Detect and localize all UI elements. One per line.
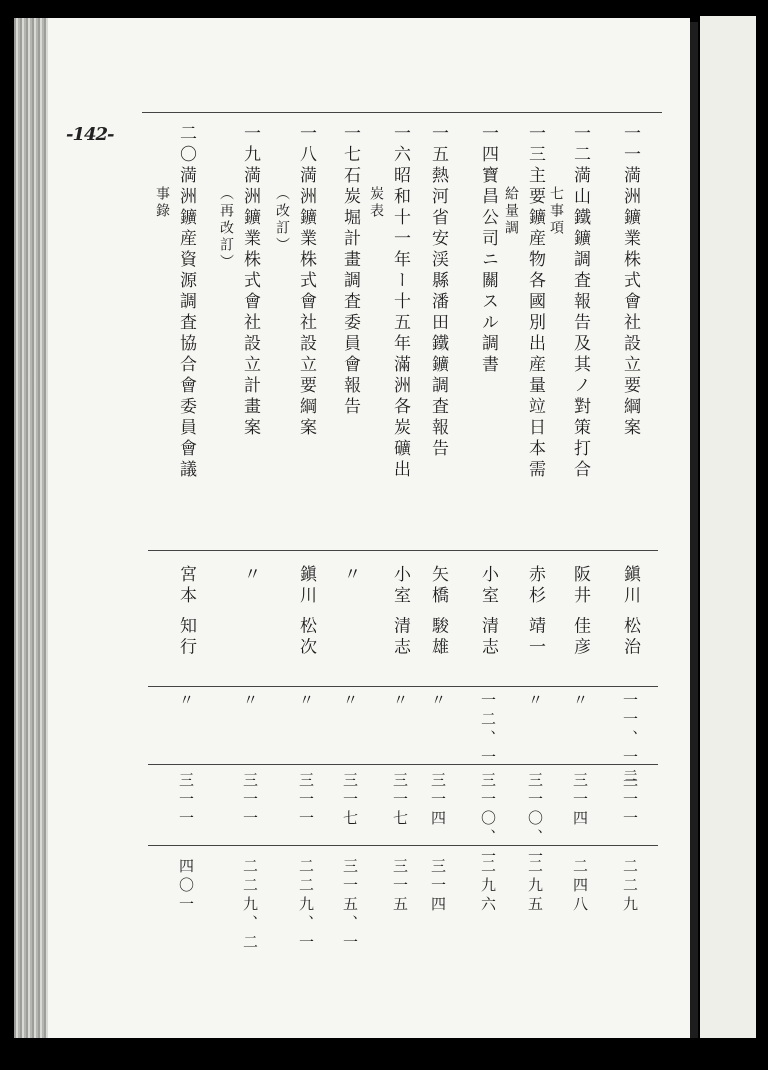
entry-author: 〃 bbox=[240, 565, 260, 586]
entry-author: 〃 bbox=[340, 565, 360, 586]
entry-ref-2: 三一一 bbox=[177, 772, 195, 829]
entry-author: 矢橋 駿雄 bbox=[428, 565, 448, 659]
entry-ref-3: 三一五、一 bbox=[341, 858, 359, 953]
entry-ref-3: 二二九、一 bbox=[297, 858, 315, 953]
entry-number: 一四 bbox=[478, 124, 498, 166]
entry-ref-1: 〃 bbox=[341, 692, 359, 711]
entry-ref-3: 二二九、二 bbox=[241, 858, 259, 953]
entry-title: 満洲鑛産資源調査協合會委員會議 bbox=[176, 166, 196, 481]
entry-title: 熱河省安渓縣潘田鐵鑛調査報告 bbox=[428, 166, 448, 460]
entry-ref-3: 二二九 bbox=[621, 858, 639, 915]
entry-title-continuation: 七事項 bbox=[548, 186, 564, 237]
entry-author: 赤杉 靖一 bbox=[525, 565, 545, 659]
entry-title: 満洲鑛業株式會社設立計畫案 bbox=[240, 166, 260, 439]
page-number: -142- bbox=[66, 124, 114, 145]
entry-ref-1: 一一、一二 bbox=[621, 692, 639, 787]
entry-number: 一三 bbox=[525, 124, 545, 166]
entry-ref-2: 三一〇、一 bbox=[479, 772, 497, 867]
entry-ref-2: 三一一 bbox=[241, 772, 259, 829]
entry-title-continuation: （改訂） bbox=[274, 186, 290, 254]
entry-ref-2: 三一七 bbox=[341, 772, 359, 829]
entry-ref-1: 〃 bbox=[297, 692, 315, 711]
entry-ref-1: 〃 bbox=[241, 692, 259, 711]
entry-author: 鎭川 松治 bbox=[620, 565, 640, 659]
header-rule bbox=[142, 112, 662, 113]
entry-ref-3: 四〇一 bbox=[177, 858, 195, 915]
row-rule-3 bbox=[148, 764, 658, 765]
entry-ref-1: 〃 bbox=[391, 692, 409, 711]
entry-number: 一五 bbox=[428, 124, 448, 166]
entry-number: 一六 bbox=[390, 124, 410, 166]
entry-ref-1: 一二、一 bbox=[479, 692, 497, 768]
entry-ref-2: 三一七 bbox=[391, 772, 409, 829]
entry-ref-2: 三一四 bbox=[429, 772, 447, 829]
entry-title: 満洲鑛業株式會社設立要綱案 bbox=[620, 166, 640, 439]
entry-ref-2: 三一〇、一 bbox=[526, 772, 544, 867]
entry-title-continuation: 炭表 bbox=[368, 186, 384, 220]
entry-ref-3: 二四八 bbox=[571, 858, 589, 915]
entry-title: 寶昌公司ニ關スル調書 bbox=[478, 166, 498, 376]
entry-ref-3: 三一五 bbox=[391, 858, 409, 915]
entry-title-continuation: 事錄 bbox=[154, 186, 170, 220]
entry-number: 一一 bbox=[620, 124, 640, 166]
entry-title: 主要鑛産物各國別出産量竝日本需 bbox=[525, 166, 545, 481]
row-rule-2 bbox=[148, 686, 658, 687]
entry-title: 満洲鑛業株式會社設立要綱案 bbox=[296, 166, 316, 439]
row-rule-1 bbox=[148, 550, 658, 551]
entry-ref-1: 〃 bbox=[177, 692, 195, 711]
entry-author: 小室 清志 bbox=[390, 565, 410, 659]
entry-title-continuation: （再改訂） bbox=[218, 186, 234, 271]
row-rule-4 bbox=[148, 845, 658, 846]
entry-ref-1: 〃 bbox=[429, 692, 447, 711]
entry-ref-3: 三一四 bbox=[429, 858, 447, 915]
entry-ref-1: 〃 bbox=[571, 692, 589, 711]
entry-number: 一九 bbox=[240, 124, 260, 166]
entry-number: 一七 bbox=[340, 124, 360, 166]
entry-number: 一八 bbox=[296, 124, 316, 166]
entry-ref-1: 〃 bbox=[526, 692, 544, 711]
entry-title: 石炭堀計畫調査委員會報告 bbox=[340, 166, 360, 418]
entry-number: 一二 bbox=[570, 124, 590, 166]
entry-ref-2: 三一一 bbox=[297, 772, 315, 829]
entry-author: 小室 清志 bbox=[478, 565, 498, 659]
adjacent-page-edge bbox=[700, 16, 756, 1038]
entry-ref-2: 三一一 bbox=[621, 772, 639, 829]
entry-ref-2: 三一四 bbox=[571, 772, 589, 829]
entry-author: 宮本 知行 bbox=[176, 565, 196, 659]
entry-title-continuation: 給量調 bbox=[503, 186, 519, 237]
entry-number: 二〇 bbox=[176, 124, 196, 166]
entry-title: 満山鐵鑛調査報告及其ノ對策打合 bbox=[570, 166, 590, 481]
entry-author: 鎭川 松次 bbox=[296, 565, 316, 659]
entry-ref-3: 二九六 bbox=[479, 858, 497, 915]
entry-title: 昭和十一年ー十五年滿洲各炭礦出 bbox=[390, 166, 410, 481]
entry-author: 阪井 佳彦 bbox=[570, 565, 590, 659]
entry-ref-3: 二九五 bbox=[526, 858, 544, 915]
